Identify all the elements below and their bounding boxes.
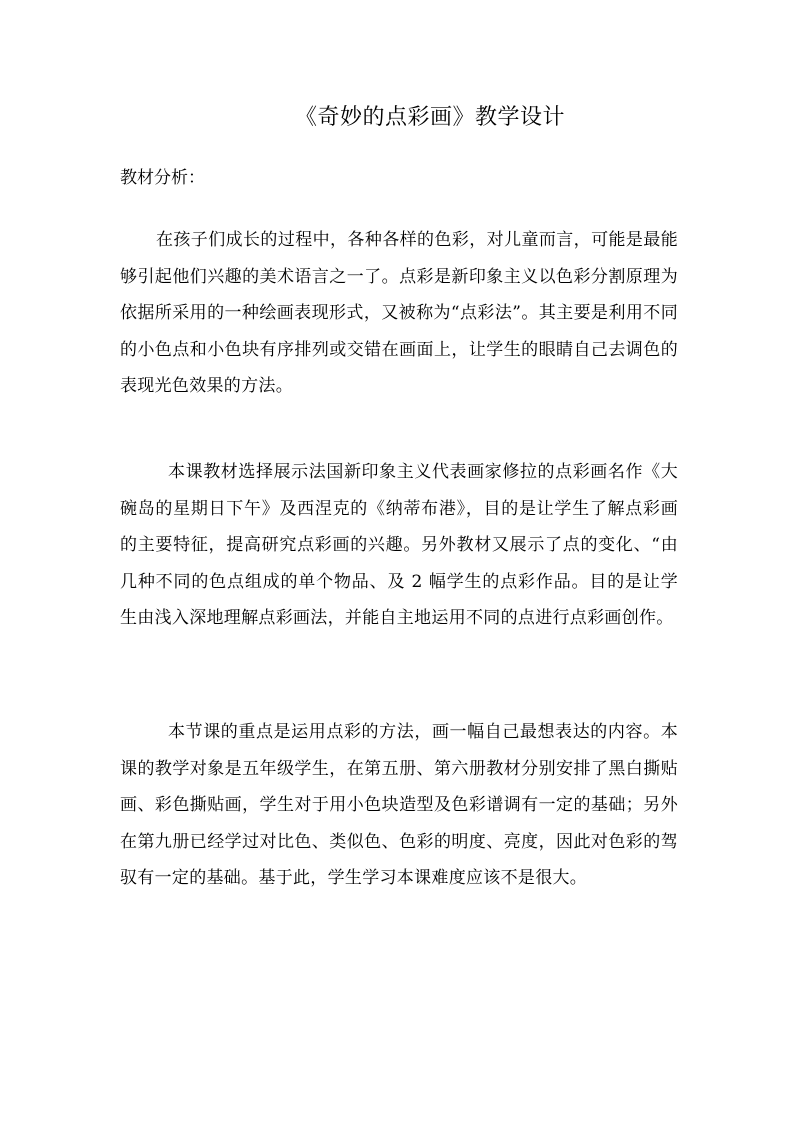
section-heading-material-analysis: 教材分析： <box>120 168 205 188</box>
paragraph-1: 在孩子们成长的过程中，各种各样的色彩，对儿童而言，可能是最能够引起他们兴趣的美术语言之一了。点彩是新印象主义以色彩分割原理为依据所采用的一种绘画表现形式，又被称为“点彩法”。其主要是利用不同的小色点和小色块有序排列或交错在画面上，让学生的眼睛自己去调色的表现光色效果的方法。 <box>120 230 678 396</box>
paragraph-3: 本节课的重点是运用点彩的方法，画一幅自己最想表达的内容。本课的教学对象是五年级学生，在第五册、第六册教材分别安排了黑白撕贴画、彩色撕贴画，学生对于用小色块造型及色彩谱调有一定的基础；另外在第九册已经学过对比色、类似色、色彩的明度、亮度，因此对色彩的驾驭有一定的基础。基于此，学生学习本课难度应该不是很大。 <box>120 722 678 888</box>
paragraph-2: 本课教材选择展示法国新印象主义代表画家修拉的点彩画名作《大碗岛的星期日下午》及西涅克的《纳蒂布港》，目的是让学生了解点彩画的主要特征，提高研究点彩画的兴趣。另外教材又展示了点的变化、“由几种不同的色点组成的单个物品、及 2 幅学生的点彩作品。目的是让学生由浅入深地理解点彩画法，并能自主地运用不同的点进行点彩画创作。 <box>120 462 678 628</box>
document-title: 《奇妙的点彩画》教学设计 <box>294 105 565 130</box>
